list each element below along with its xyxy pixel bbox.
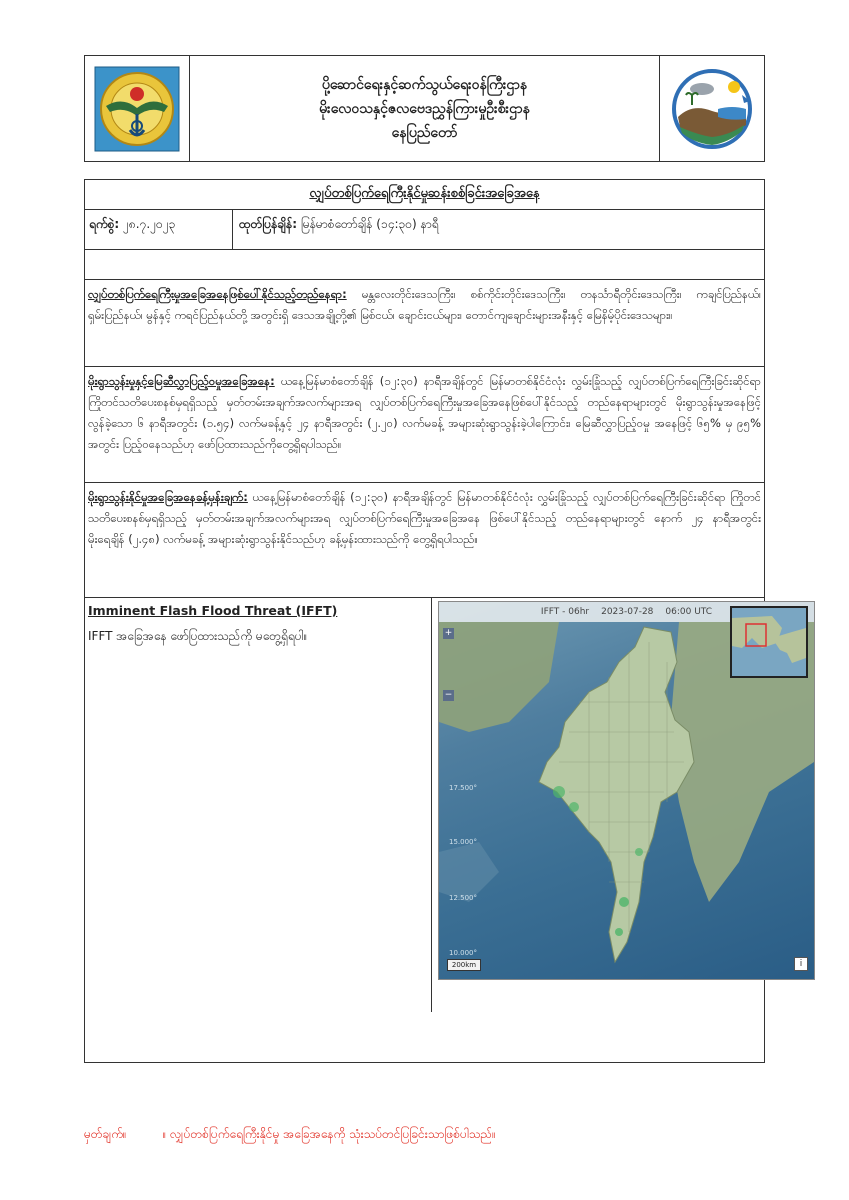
ministry-name: ပို့ဆောင်ရေးနှင့်ဆက်သွယ်ရေးဝန်ကြီးဌာန [321, 76, 528, 93]
right-logo-cell [659, 56, 764, 161]
lat-label-4: 10.000° [449, 949, 477, 957]
lat-label-1: 17.500° [449, 784, 477, 792]
footer-note-text: ။ လျှပ်တစ်ပြက်ရေကြီးနိုင်မှု အခြေအနေကို သုံးသပ်တင်ပြခြင်းသာဖြစ်ပါသည်။ [162, 1127, 496, 1141]
ifft-text-cell [85, 598, 432, 1012]
map-date-label: 2023-07-28 [601, 607, 654, 617]
ifft-map[interactable] [438, 601, 815, 980]
threat-location-row [85, 280, 764, 367]
rainfall-soil-row [85, 367, 764, 483]
date-row [85, 210, 764, 250]
issue-time-value: မြန်မာစံတော်ချိန် (၁၄:၃၀) နာရီ [300, 217, 439, 231]
threat-location-heading: လျှပ်တစ်ပြက်ရေကြီးမှုအခြေအနေဖြစ်ပေါ်နိုင်သည့်တည်နေရာ: [88, 287, 347, 301]
hydrology-cycle-icon [668, 65, 756, 153]
map-time-label: 06:00 UTC [665, 607, 713, 617]
header [84, 55, 765, 162]
lat-label-2: 15.000° [449, 838, 477, 846]
overview-inset-map[interactable] [730, 606, 808, 678]
scale-bar: 200km [447, 959, 481, 971]
zoom-in-button[interactable]: + [444, 628, 453, 638]
bulletin-title-row [85, 180, 764, 210]
ifft-title: Imminent Flash Flood Threat (IFFT) [88, 603, 338, 618]
ifft-row [85, 598, 803, 1012]
location-name: နေပြည်တော် [391, 124, 458, 141]
inset-map-graphic [732, 608, 806, 676]
left-logo-cell [85, 56, 190, 161]
rainfall-soil-heading: မိုးရွာသွန်းမှုနှင့်မြေဆီလွှာပြည့်ဝမှုအခြေအနေ: [88, 374, 275, 388]
footer-note [84, 1126, 765, 1144]
date-cell [85, 210, 233, 249]
rainfall-forecast-heading: မိုးရွာသွန်းနိုင်မှုအခြေအနေခန့်မှန်းချက်: [88, 490, 248, 504]
lat-label-3: 12.500° [449, 894, 477, 902]
map-product-label: IFFT - 06hr [540, 607, 590, 617]
ifft-status: IFFT အခြေအနေ ဖော်ပြထားသည်ကို မတွေ့ရှိရပါ။ [88, 629, 308, 643]
blank-row [85, 250, 764, 280]
footer-note-label: မှတ်ချက်။ [84, 1127, 127, 1141]
ifft-map-cell [432, 598, 803, 1012]
info-button[interactable]: i [794, 957, 808, 971]
bulletin-title: လျှပ်တစ်ပြက်ရေကြီးနိုင်မှုဆန်းစစ်ခြင်းအခြေအနေ [309, 186, 540, 201]
rainfall-forecast-text: ယနေ့မြန်မာစံတော်ချိန် (၁၂:၃၀) နာရီအချိန်တွင် မြန်မာတစ်နိုင်ငံလုံး လွှမ်းခြုံသည့် လျှပ်တစ်ပြက်ရေကြီးခြင်းဆိုင်ရာ ကြိုတင်သတိပေးစနစ်မှရရှိသည့် မှတ်တမ်းအချက်အလက်များအရ လျှပ်တစ်ပြက်ရေကြီးမှုအခြေအနေ ဖြစ်ပေါ်နိုင်သည့် တည်နေရာများတွင် နောက် ၂၄ နာရီအတွင်း မိုးရေချိန် (၂.၄၈) လက်မခန့် အများဆုံးရွာသွန်းနိုင်သည်ဟု ခန့်မှန်းထားသည်ကို တွေ့ရှိရပါသည်။ [88, 490, 761, 546]
rainfall-soil-text: ယနေ့မြန်မာစံတော်ချိန် (၁၂:၃၀) နာရီအချိန်တွင် မြန်မာတစ်နိုင်ငံလုံး လွှမ်းခြုံသည့် လျှပ်တစ်ပြက်ရေကြီးခြင်းဆိုင်ရာ ကြိုတင်သတိပေးစနစ်မှရရှိသည့် မှတ်တမ်းအချက်အလက်များအရ လျှပ်တစ်ပြက်ရေကြီးမှုအခြေအနေဖြစ်ပေါ်နိုင်သည့် တည်နေရာများတွင် မိုးရွာသွန်းမှုအနေဖြင့် လွန်ခဲ့သော ၆ နာရီအတွင်း (၁.၅၄) လက်မခန့်နှင့် ၂၄ နာရီအတွင်း (၂.၂၀) လက်မခန့် အများဆုံးရွာသွန်းခဲ့ပါကြောင်း၊ မြေဆီလွှာပြည့်ဝမှု အနေဖြင့် ၆၅% မှ ၉၅% အတွင်း ပြည့်ဝနေသည်ဟု ဖော်ပြထားသည်ကိုတွေ့ရှိရပါသည်။ [88, 374, 761, 451]
issue-time-label: ထုတ်ပြန်ချိန်: [239, 217, 298, 231]
issue-time-cell [233, 210, 764, 249]
department-name: မိုးလေဝသနှင့်ဇလဗေဒညွှန်ကြားမှုဦးစီးဌာန [319, 100, 530, 117]
date-value: ၂၈.၇.၂၀၂၃ [123, 217, 176, 231]
zoom-out-button[interactable]: − [444, 690, 453, 700]
threat-location-text: မန္တလေးတိုင်းဒေသကြီး၊ စစ်ကိုင်းတိုင်းဒေသကြီး၊ တနင်္သာရီတိုင်းဒေသကြီး၊ ကချင်ပြည်နယ်၊ ရှမ်းပြည်နယ်၊ မွန်နှင့် ကရင်ပြည်နယ်တို့ အတွင်းရှိ ဒေသအချို့တို့၏ မြစ်ငယ်၊ ချောင်းငယ်များ၊ တောင်ကျချောင်းများအနီးနှင့် မြေနိမ့်ပိုင်းဒေသများ။ [88, 287, 761, 322]
rainfall-forecast-row [85, 483, 764, 598]
header-title-block [190, 56, 659, 161]
ministry-emblem-icon [94, 66, 180, 152]
bulletin-table [84, 179, 803, 1063]
date-label: ရက်စွဲ: [89, 217, 120, 231]
